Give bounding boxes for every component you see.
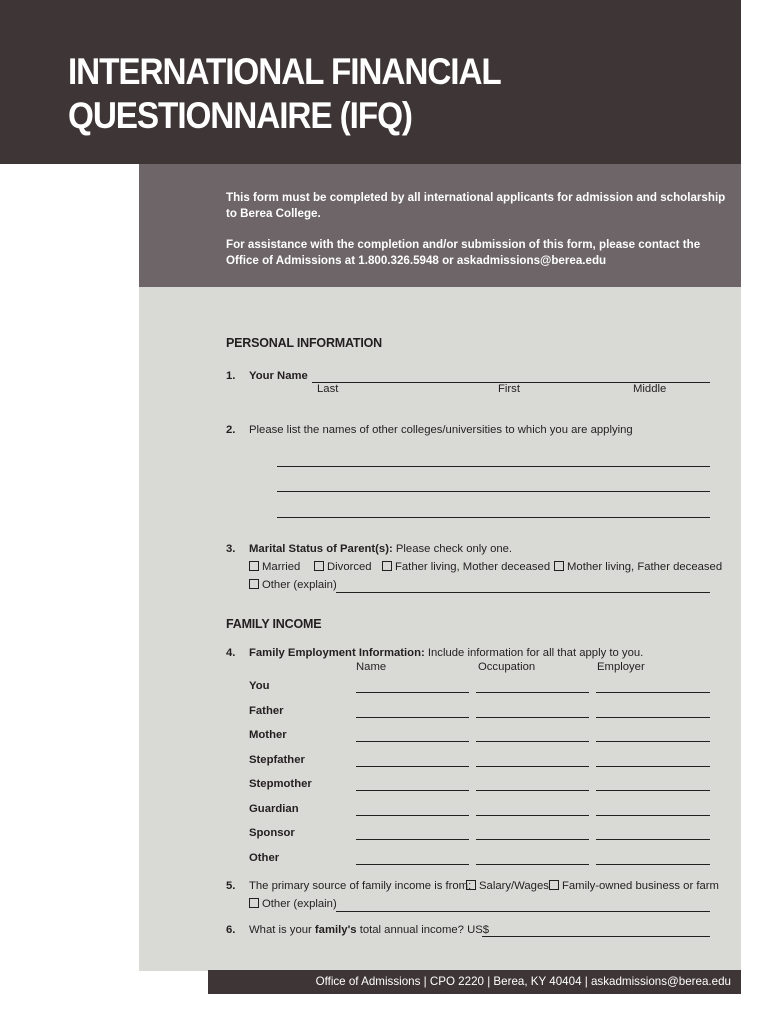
q4-number: 4. — [226, 647, 236, 659]
employment-occupation-line[interactable] — [476, 864, 589, 865]
option-salary[interactable]: Salary/Wages — [466, 880, 549, 892]
employment-name-line[interactable] — [356, 864, 469, 865]
annual-income-input-line[interactable] — [482, 936, 710, 937]
employment-employer-line[interactable] — [596, 692, 710, 693]
option-other-marital[interactable]: Other (explain) — [249, 579, 337, 591]
q3-hint: Please check only one. — [395, 543, 513, 555]
q4-label: Family Employment Information: — [249, 647, 425, 659]
q5-label: The primary source of family income is from: — [249, 880, 472, 892]
income-explain-line[interactable] — [336, 911, 710, 912]
q3-question — [249, 543, 512, 555]
title-line-1: INTERNATIONAL FINANCIAL — [68, 51, 501, 92]
marital-explain-line[interactable] — [336, 592, 710, 593]
employment-occupation-line[interactable] — [476, 741, 589, 742]
employment-row-label: Father — [249, 704, 284, 717]
employment-employer-line[interactable] — [596, 741, 710, 742]
column-header-name: Name — [356, 661, 387, 673]
employment-name-line[interactable] — [356, 692, 469, 693]
q6-post: total annual income? US$ — [359, 924, 490, 936]
colleges-input-line-1[interactable] — [277, 466, 710, 467]
q6-pre: What is your — [249, 924, 312, 936]
q3-label: Marital Status of Parent(s): — [249, 543, 393, 555]
name-sub-first: First — [498, 383, 520, 395]
q2-label: Please list the names of other colleges/universities to which you are applying — [249, 424, 633, 436]
employment-employer-line[interactable] — [596, 790, 710, 791]
option-mother-living[interactable]: Mother living, Father deceased — [554, 561, 722, 573]
column-header-employer: Employer — [597, 661, 645, 673]
employment-row-label: Mother — [249, 729, 287, 741]
q4-hint: Include information for all that apply to you. — [427, 647, 644, 659]
section-heading-personal: PERSONAL INFORMATION — [226, 336, 382, 350]
q1-label: Your Name — [249, 370, 308, 382]
q1-number: 1. — [226, 370, 236, 382]
q6-number: 6. — [226, 924, 236, 936]
employment-name-line[interactable] — [356, 815, 469, 816]
employment-name-line[interactable] — [356, 717, 469, 718]
checkbox-father-living[interactable] — [382, 561, 392, 571]
section-heading-family: FAMILY INCOME — [226, 617, 322, 631]
q4-question — [249, 647, 643, 659]
option-married[interactable]: Married — [249, 561, 300, 573]
name-sub-middle: Middle — [633, 383, 667, 395]
employment-row-label: Other — [249, 851, 280, 864]
footer-bar — [208, 970, 741, 994]
employment-employer-line[interactable] — [596, 766, 710, 767]
option-family-business[interactable]: Family-owned business or farm — [549, 880, 719, 892]
employment-name-line[interactable] — [356, 839, 469, 840]
q3-number: 3. — [226, 543, 236, 555]
checkbox-salary[interactable] — [466, 880, 476, 890]
employment-row-label: You — [249, 680, 270, 692]
employment-employer-line[interactable] — [596, 815, 710, 816]
checkbox-married[interactable] — [249, 561, 259, 571]
option-other-income[interactable]: Other (explain) — [249, 898, 337, 910]
employment-row-label: Sponsor — [249, 827, 295, 839]
intro-paragraph-1: This form must be completed by all international applicants for admission and scholarship to Berea College. — [226, 191, 726, 220]
checkbox-mother-living[interactable] — [554, 561, 564, 571]
checkbox-other-marital[interactable] — [249, 579, 259, 589]
q6-bold: family's — [314, 924, 357, 936]
employment-row-label: Stepfather — [249, 753, 305, 766]
checkbox-other-income[interactable] — [249, 898, 259, 908]
option-divorced[interactable]: Divorced — [314, 561, 372, 573]
colleges-input-line-2[interactable] — [277, 491, 710, 492]
employment-row-label: Stepmother — [249, 778, 312, 790]
header-banner — [0, 0, 741, 164]
checkbox-divorced[interactable] — [314, 561, 324, 571]
employment-occupation-line[interactable] — [476, 790, 589, 791]
employment-occupation-line[interactable] — [476, 839, 589, 840]
footer-contact: Office of Admissions | CPO 2220 | Berea, KY 40404 | askadmissions@berea.edu — [315, 975, 731, 988]
employment-occupation-line[interactable] — [476, 692, 589, 693]
employment-occupation-line[interactable] — [476, 717, 589, 718]
title-line-2: QUESTIONNAIRE (IFQ) — [68, 95, 412, 136]
q5-number: 5. — [226, 880, 236, 892]
employment-row-label: Guardian — [249, 802, 299, 815]
employment-employer-line[interactable] — [596, 717, 710, 718]
employment-name-line[interactable] — [356, 741, 469, 742]
q2-number: 2. — [226, 424, 236, 436]
employment-occupation-line[interactable] — [476, 766, 589, 767]
q6-question — [249, 924, 489, 936]
employment-name-line[interactable] — [356, 790, 469, 791]
colleges-input-line-3[interactable] — [277, 517, 710, 518]
employment-name-line[interactable] — [356, 766, 469, 767]
checkbox-family-business[interactable] — [549, 880, 559, 890]
employment-employer-line[interactable] — [596, 839, 710, 840]
form-title — [68, 50, 501, 138]
intro-paragraph-2: For assistance with the completion and/or submission of this form, please contact the Office of Admissions at 1.800.326.5948 or askadmissions@berea.edu — [226, 238, 701, 267]
employment-employer-line[interactable] — [596, 864, 710, 865]
name-sub-last: Last — [317, 383, 339, 395]
employment-occupation-line[interactable] — [476, 815, 589, 816]
intro-panel — [139, 164, 741, 287]
option-father-living[interactable]: Father living, Mother deceased — [382, 561, 550, 573]
column-header-occupation: Occupation — [478, 661, 536, 673]
